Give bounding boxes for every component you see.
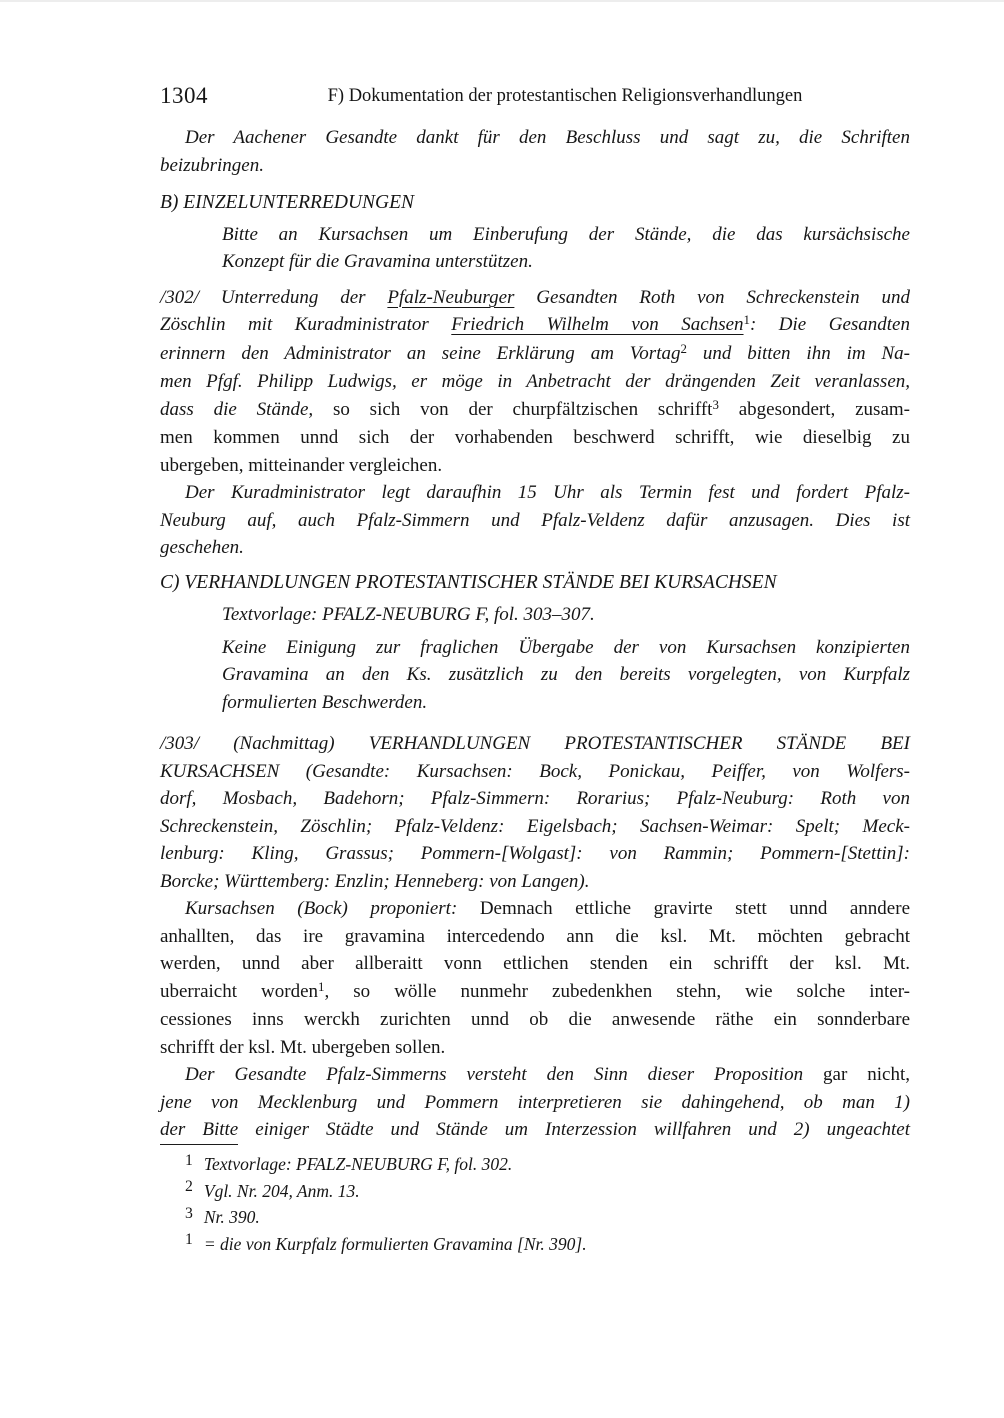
- text-segment: formulierten Beschwerden.: [222, 691, 428, 713]
- text-segment: Konzept für die Gravamina unterstützen.: [222, 251, 533, 272]
- text-segment: schrifft der ksl. Mt. ubergeben sollen.: [160, 1036, 446, 1058]
- text-segment: Gesandten Roth von Schreckenstein und: [514, 286, 910, 308]
- text-column: [160, 82, 910, 1144]
- paragraph-302: [160, 284, 910, 480]
- text-line: [160, 1006, 910, 1034]
- text-segment: beizubringen.: [160, 154, 264, 176]
- text-segment: Der Kuradministrator legt daraufhin 15 Uhr als Termin fest und fordert Pfalz-: [185, 482, 910, 503]
- text-line: [160, 479, 910, 507]
- text-segment: jene von Mecklenburg und Pommern interpretieren sie dahingehend, ob man 1): [160, 1091, 910, 1113]
- text-segment: Kursachsen (Bock) proponiert:: [185, 898, 458, 919]
- text-line: [160, 840, 910, 868]
- page-header: [160, 82, 910, 112]
- footnote: [160, 1179, 910, 1206]
- footnote-text: = die von Kurpfalz formulierten Gravamina [Nr. 390].: [203, 1233, 587, 1254]
- text-segment: Pfalz-Neuburger: [387, 286, 515, 308]
- text-line: [160, 813, 910, 841]
- text-line: [160, 1089, 910, 1117]
- text-line: [160, 950, 910, 978]
- text-line: [160, 452, 910, 480]
- text-segment: , so wölle nunmehr zubedenkhen stehn, wie solche inter-: [324, 980, 910, 1002]
- text-segment: /303/ (Nachmittag) VERHANDLUNGEN PROTESTANTISCHER STÄNDE BEI: [160, 733, 910, 754]
- text-segment: KURSACHSEN (Gesandte: Kursachsen: Bock, Ponickau, Peiffer, von Wolfers-: [160, 760, 910, 782]
- section-heading-c: C) VERHANDLUNGEN PROTESTANTISCHER STÄNDE BEI KURSACHSEN: [160, 571, 777, 593]
- text-segment: men kommen unnd sich der vorhabenden beschwerd schrifft, wie dieselbig zu: [160, 427, 910, 448]
- footnote-block: [160, 1144, 910, 1258]
- text-line: [222, 601, 910, 629]
- footnote-marker: 3: [712, 396, 719, 412]
- text-segment: werden, unnd aber allberaitt vonn ettlichen stenden ein schrifft der ksl. Mt.: [160, 953, 910, 974]
- paragraph-303: [160, 730, 910, 895]
- paragraph-kuradministrator: [160, 479, 910, 562]
- text-line: [160, 368, 910, 396]
- text-line: [222, 248, 910, 276]
- text-segment: Friedrich Wilhelm von Sachsen: [451, 314, 744, 335]
- text-segment: Neuburg auf, auch Pfalz-Simmern und Pfalz-Veldenz dafür anzusagen. Dies ist: [160, 509, 910, 531]
- text-line: [222, 661, 910, 689]
- text-line: [160, 730, 910, 758]
- footnote-number: 3: [185, 1204, 193, 1222]
- text-segment: dass die Stände,: [160, 398, 314, 420]
- footnote: [160, 1232, 910, 1259]
- text-line: [160, 534, 910, 562]
- text-segment: lenburg: Kling, Grassus; Pommern-[Wolgast]: von Rammin; Pommern-[Stettin]:: [160, 843, 910, 864]
- text-segment: Gravamina an den Ks. zusätzlich zu den bereits vorgelegten, von Kurpfalz: [222, 664, 910, 685]
- summary-b: [222, 221, 910, 276]
- text-segment: /302/ Unterredung der: [160, 286, 388, 308]
- text-segment: uberraicht worden: [160, 980, 319, 1002]
- footnote: [160, 1152, 910, 1179]
- running-head: F) Dokumentation der protestantischen Religionsverhandlungen: [327, 86, 803, 106]
- footnote-text: Nr. 390.: [203, 1207, 260, 1227]
- text-segment: Bitte an Kursachsen um Einberufung der Stände, die das kursächsische: [222, 223, 910, 245]
- text-segment: men Pfgf. Philipp Ludwigs, er möge in Anbetracht der drängenden Zeit veranlassen,: [160, 371, 910, 392]
- footnote-number: 2: [185, 1178, 193, 1196]
- text-segment: gar nicht,: [803, 1064, 910, 1085]
- paragraph-kursachsen-proponiert: [160, 895, 910, 1061]
- text-line: [160, 1116, 910, 1144]
- footnote-separator-rule: [160, 1144, 238, 1145]
- text-line: [160, 152, 910, 180]
- text-line: [160, 507, 910, 535]
- text-line: [160, 396, 910, 425]
- footnote-marker: 1: [743, 312, 750, 328]
- page-body: [160, 124, 910, 1144]
- text-segment: Textvorlage: PFALZ-NEUBURG F, fol. 303–307.: [222, 604, 595, 625]
- text-line: [160, 978, 910, 1007]
- text-segment: Zöschlin mit Kuradministrator: [160, 314, 452, 335]
- text-line: [160, 923, 910, 951]
- footnote-number: 1: [185, 1231, 193, 1249]
- text-line: [222, 221, 910, 249]
- footnote-list: [160, 1152, 910, 1258]
- footnote-marker: 2: [680, 340, 687, 356]
- textvorlage-c: [222, 601, 910, 629]
- page-number: 1304: [160, 83, 208, 108]
- text-segment: Keine Einigung zur fraglichen Übergabe der von Kursachsen konzipierten: [222, 636, 910, 658]
- text-segment: : Die Gesandten: [749, 314, 910, 335]
- text-segment: und bitten ihn im Na-: [686, 342, 911, 364]
- text-line: [160, 868, 910, 896]
- text-line: [160, 311, 910, 340]
- footnote-text: Vgl. Nr. 204, Anm. 13.: [203, 1180, 360, 1201]
- text-segment: Borcke; Württemberg: Enzlin; Henneberg: von Langen).: [160, 870, 590, 892]
- text-segment: Der Aachener Gesandte dankt für den Beschluss und sagt zu, die Schriften: [185, 127, 910, 148]
- text-line: [160, 1034, 910, 1062]
- footnote-number: 1: [185, 1151, 193, 1169]
- text-line: [222, 689, 910, 717]
- text-line: [160, 124, 910, 152]
- footnote-text: Textvorlage: PFALZ-NEUBURG F, fol. 302.: [203, 1154, 513, 1174]
- text-segment: erinnern den Administrator an seine Erklärung am Vortag: [160, 342, 681, 364]
- paragraph-gesandte-pfalz-simmerns: [160, 1061, 910, 1144]
- text-segment: anhallten, das ire gravamina intercedendo ann die ksl. Mt. möchten gebracht: [160, 925, 910, 947]
- text-segment: ubergeben, mitteinander vergleichen.: [160, 454, 443, 476]
- text-segment: cessiones inns werckh zurichten unnd ob die anwesende räthe ein sonnderbare: [160, 1009, 910, 1030]
- footnote: [160, 1205, 910, 1232]
- text-line: [160, 340, 910, 369]
- text-line: [160, 895, 910, 923]
- text-segment: so sich von der churpfältzischen schrifft: [313, 398, 713, 420]
- text-line: [222, 634, 910, 662]
- summary-c: [222, 634, 910, 717]
- footnote-marker: 1: [318, 978, 325, 994]
- text-segment: dorf, Mosbach, Badehorn; Pfalz-Simmern: Rorarius; Pfalz-Neuburg: Roth von: [160, 788, 910, 809]
- text-line: [160, 284, 910, 312]
- text-segment: abgesondert, zusam-: [718, 398, 910, 420]
- text-segment: Schreckenstein, Zöschlin; Pfalz-Veldenz: Eigelsbach; Sachsen-Weimar: Spelt; Meck-: [160, 815, 910, 837]
- text-line: [160, 758, 910, 786]
- text-segment: Der Gesandte Pfalz-Simmerns versteht den Sinn dieser Proposition: [185, 1064, 804, 1085]
- text-segment: der Bitte einiger Städte und Stände um Interzession willfahren und 2) ungeachtet: [160, 1119, 910, 1140]
- paragraph-aachener: [160, 124, 910, 179]
- text-segment: Demnach ettliche gravirte stett unnd anndere: [457, 898, 910, 919]
- text-line: [160, 424, 910, 452]
- section-heading-b: B) EINZELUNTERREDUNGEN: [160, 192, 415, 213]
- text-segment: geschehen.: [160, 537, 244, 558]
- text-line: [160, 1061, 910, 1089]
- text-line: [160, 785, 910, 813]
